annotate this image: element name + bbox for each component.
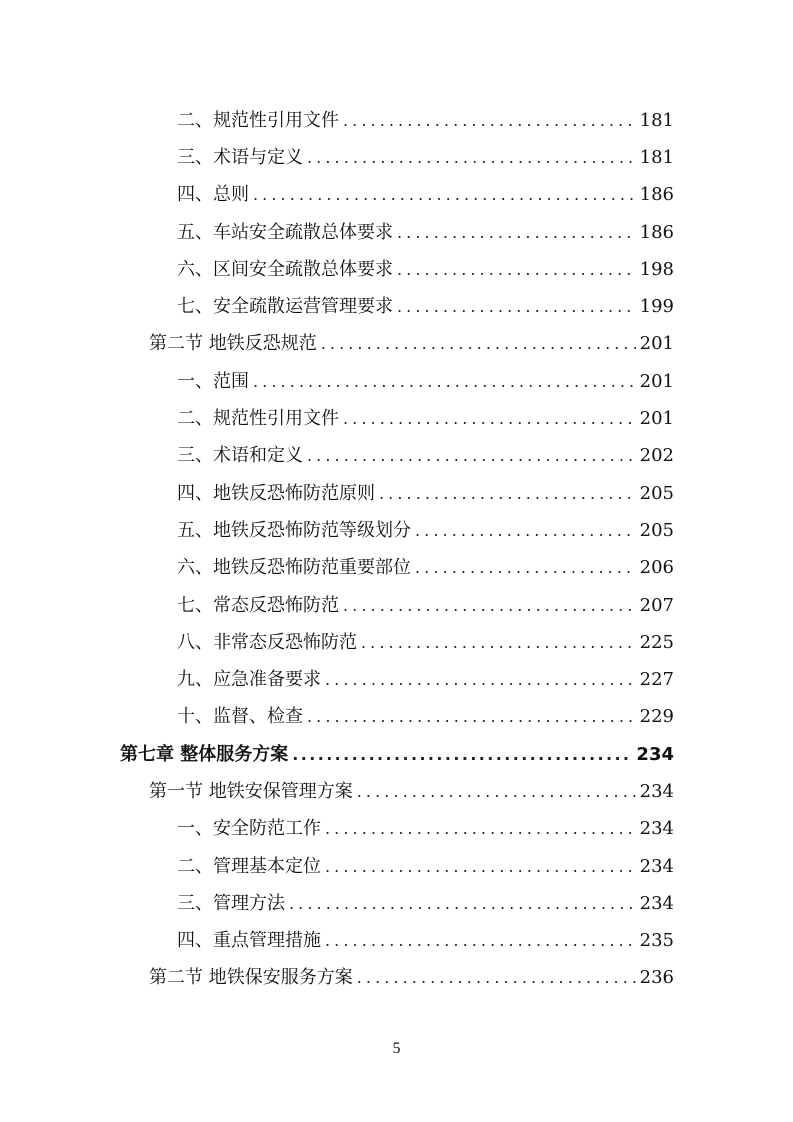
dot-leader [379, 484, 636, 503]
toc-entry-title: 第二节 地铁保安服务方案 [149, 967, 353, 989]
dot-leader [307, 446, 636, 465]
toc-entry-title: 七、安全疏散运营管理要求 [177, 296, 393, 318]
toc-entry-item[interactable] [0, 175, 793, 212]
table-of-contents [0, 100, 793, 995]
toc-entry-item[interactable] [0, 286, 793, 323]
dot-leader [307, 148, 636, 167]
toc-entry-item[interactable] [0, 697, 793, 734]
toc-entry-title: 五、车站安全疏散总体要求 [177, 221, 393, 243]
toc-entry-title: 三、术语与定义 [177, 146, 303, 168]
toc-entry-item[interactable] [0, 921, 793, 958]
toc-entry-page-number: 181 [639, 146, 674, 168]
dot-leader [361, 633, 636, 652]
toc-entry-item[interactable] [0, 809, 793, 846]
dot-leader [307, 707, 636, 726]
toc-entry-title: 四、总则 [177, 184, 249, 206]
toc-entry-item[interactable] [0, 659, 793, 696]
toc-entry-item[interactable] [0, 436, 793, 473]
toc-entry-content [0, 963, 674, 989]
toc-entry-content [0, 143, 674, 169]
dot-leader [325, 819, 636, 838]
toc-entry-content [0, 777, 674, 803]
toc-entry-content [0, 367, 674, 393]
toc-entry-title: 二、规范性引用文件 [177, 408, 339, 430]
dot-leader [343, 596, 636, 615]
toc-entry-item[interactable] [0, 846, 793, 883]
toc-entry-item[interactable] [0, 212, 793, 249]
toc-entry-item[interactable] [0, 510, 793, 547]
page-number: 5 [392, 1040, 401, 1057]
toc-entry-content [0, 292, 674, 318]
toc-entry-content [0, 926, 674, 952]
dot-leader [289, 894, 636, 913]
toc-entry-content [0, 591, 674, 617]
toc-entry-content [0, 255, 674, 281]
toc-entry-page-number: 207 [639, 594, 674, 616]
toc-entry-item[interactable] [0, 622, 793, 659]
dot-leader [343, 111, 636, 130]
toc-entry-title: 二、管理基本定位 [177, 855, 321, 877]
toc-entry-item[interactable] [0, 100, 793, 137]
toc-entry-item[interactable] [0, 137, 793, 174]
dot-leader [253, 185, 636, 204]
toc-entry-item[interactable] [0, 361, 793, 398]
toc-entry-title: 四、地铁反恐怖防范原则 [177, 482, 375, 504]
toc-entry-item[interactable] [0, 249, 793, 286]
dot-leader [253, 372, 636, 391]
dot-leader [325, 857, 636, 876]
toc-entry-title: 一、安全防范工作 [177, 818, 321, 840]
toc-entry-title: 第一节 地铁安保管理方案 [149, 780, 353, 802]
toc-entry-title: 十、监督、检查 [177, 706, 303, 728]
toc-entry-section[interactable] [0, 324, 793, 361]
toc-entry-title: 二、规范性引用文件 [177, 109, 339, 131]
dot-leader [357, 968, 636, 987]
toc-entry-page-number: 234 [639, 892, 674, 914]
toc-entry-content [0, 441, 674, 467]
toc-entry-page-number: 186 [639, 221, 674, 243]
toc-entry-content [0, 553, 674, 579]
toc-entry-title: 七、常态反恐怖防范 [177, 594, 339, 616]
toc-entry-page-number: 227 [639, 669, 674, 691]
toc-entry-page-number: 201 [639, 408, 674, 430]
toc-entry-title: 五、地铁反恐怖防范等级划分 [177, 519, 411, 541]
toc-entry-section[interactable] [0, 771, 793, 808]
toc-entry-content [0, 628, 674, 654]
toc-entry-page-number: 234 [639, 818, 674, 840]
toc-entry-item[interactable] [0, 398, 793, 435]
toc-entry-content [0, 404, 674, 430]
dot-leader [357, 782, 636, 801]
toc-entry-content [0, 516, 674, 542]
toc-entry-page-number: 235 [639, 930, 674, 952]
toc-entry-item[interactable] [0, 585, 793, 622]
toc-entry-item[interactable] [0, 548, 793, 585]
dot-leader [415, 521, 636, 540]
dot-leader [397, 260, 636, 279]
toc-entry-item[interactable] [0, 473, 793, 510]
toc-entry-content [0, 814, 674, 840]
toc-entry-page-number: 186 [639, 184, 674, 206]
toc-entry-content [0, 218, 674, 244]
toc-entry-title: 六、地铁反恐怖防范重要部位 [177, 557, 411, 579]
toc-entry-page-number: 234 [639, 780, 674, 802]
toc-entry-content [0, 702, 674, 728]
toc-entry-title: 第二节 地铁反恐规范 [149, 333, 317, 355]
toc-entry-content [0, 852, 674, 878]
toc-entry-item[interactable] [0, 883, 793, 920]
toc-entry-content [0, 180, 674, 206]
toc-entry-content [0, 665, 674, 691]
toc-entry-title: 八、非常态反恐怖防范 [177, 631, 357, 653]
toc-entry-title: 第七章 整体服务方案 [120, 743, 289, 765]
toc-entry-page-number: 234 [639, 855, 674, 877]
toc-entry-page-number: 202 [639, 445, 674, 467]
toc-entry-page-number: 229 [639, 706, 674, 728]
dot-leader [325, 931, 636, 950]
dot-leader [397, 297, 636, 316]
toc-entry-content [0, 329, 674, 355]
toc-entry-page-number: 225 [639, 631, 674, 653]
dot-leader [325, 670, 636, 689]
toc-entry-page-number: 198 [639, 258, 674, 280]
toc-entry-page-number: 199 [639, 296, 674, 318]
dot-leader [397, 223, 636, 242]
toc-entry-chapter[interactable] [0, 734, 793, 771]
toc-entry-page-number: 206 [639, 557, 674, 579]
toc-entry-content [0, 106, 674, 132]
dot-leader [292, 745, 632, 764]
toc-entry-title: 九、应急准备要求 [177, 669, 321, 691]
toc-entry-section[interactable] [0, 958, 793, 995]
toc-entry-page-number: 205 [639, 482, 674, 504]
toc-entry-page-number: 236 [639, 967, 674, 989]
dot-leader [343, 409, 636, 428]
toc-entry-content [0, 889, 674, 915]
toc-entry-title: 三、术语和定义 [177, 445, 303, 467]
toc-entry-page-number: 181 [639, 109, 674, 131]
toc-entry-title: 一、范围 [177, 370, 249, 392]
toc-entry-page-number: 201 [639, 370, 674, 392]
toc-entry-content [0, 740, 674, 766]
toc-entry-content [0, 479, 674, 505]
toc-entry-title: 三、管理方法 [177, 892, 285, 914]
toc-entry-page-number: 201 [639, 333, 674, 355]
toc-entry-page-number: 205 [639, 519, 674, 541]
toc-entry-title: 六、区间安全疏散总体要求 [177, 258, 393, 280]
dot-leader [415, 558, 636, 577]
toc-entry-page-number: 234 [636, 743, 674, 765]
toc-entry-title: 四、重点管理措施 [177, 930, 321, 952]
dot-leader [321, 334, 636, 353]
